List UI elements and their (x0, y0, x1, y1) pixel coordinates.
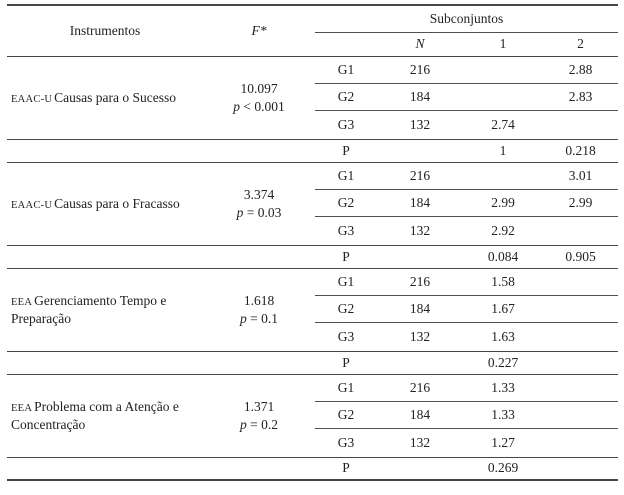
subset2-value: 0.905 (543, 245, 618, 268)
subset2-value: 2.99 (543, 189, 618, 216)
group-label: G1 (315, 56, 377, 83)
empty-cell (7, 457, 203, 480)
subset2-value (543, 428, 618, 457)
group-label: G1 (315, 374, 377, 401)
group-label: G3 (315, 322, 377, 351)
group-label: G2 (315, 401, 377, 428)
subset2-value (543, 110, 618, 139)
instrument-cell (7, 56, 203, 139)
subset1-value (463, 56, 543, 83)
g-row (7, 162, 618, 189)
header-subset-2: 2 (543, 32, 618, 56)
empty-cell (203, 245, 315, 268)
group-label: P (315, 457, 377, 480)
group-label: G3 (315, 216, 377, 245)
group-label: G2 (315, 83, 377, 110)
n-value: 132 (377, 428, 463, 457)
instrument-name: Problema com a Atenção e Concentração (11, 399, 179, 432)
n-value: 216 (377, 268, 463, 295)
subset1-value: 2.74 (463, 110, 543, 139)
f-cell (203, 162, 315, 245)
instrument-cell (7, 268, 203, 351)
empty-cell (7, 245, 203, 268)
n-value: 216 (377, 162, 463, 189)
header-subset-1: 1 (463, 32, 543, 56)
instrument-prefix: EAAC-U (11, 199, 53, 211)
subset1-value: 0.084 (463, 245, 543, 268)
p-row (7, 351, 618, 374)
instrument-block-3 (7, 268, 618, 374)
instrument-block-4 (7, 374, 618, 480)
subset2-value (543, 295, 618, 322)
n-value: 132 (377, 110, 463, 139)
n-value: 132 (377, 216, 463, 245)
empty-cell (203, 139, 315, 162)
subset2-value (543, 268, 618, 295)
p-value: p < 0.001 (233, 98, 285, 114)
p-row (7, 457, 618, 480)
subset2-value (543, 401, 618, 428)
instrument-prefix: EEA (11, 403, 33, 415)
g-row (7, 374, 618, 401)
group-label: G1 (315, 268, 377, 295)
n-value: 184 (377, 401, 463, 428)
f-cell (203, 374, 315, 457)
p-value: p = 0.03 (236, 204, 282, 220)
subset1-value: 1.67 (463, 295, 543, 322)
n-value: 184 (377, 295, 463, 322)
n-value: 184 (377, 83, 463, 110)
f-value: 1.618 (243, 292, 275, 308)
group-label: G3 (315, 428, 377, 457)
subset2-value (543, 351, 618, 374)
subset2-value (543, 374, 618, 401)
subset1-value: 1 (463, 139, 543, 162)
instrument-prefix: EAAC-U (11, 93, 53, 105)
empty-cell (203, 351, 315, 374)
n-value (377, 457, 463, 480)
header-f-statistic: F* (203, 5, 315, 56)
group-label: G2 (315, 295, 377, 322)
empty-cell (7, 351, 203, 374)
header-n: N (377, 32, 463, 56)
n-value (377, 245, 463, 268)
instrument-block-1 (7, 56, 618, 162)
instrument-name: Gerenciamento Tempo e Preparação (11, 293, 167, 326)
empty-cell (7, 139, 203, 162)
instrument-block-2 (7, 162, 618, 268)
f-value: 3.374 (243, 186, 275, 202)
subset2-value: 3.01 (543, 162, 618, 189)
group-label: P (315, 139, 377, 162)
n-value: 216 (377, 56, 463, 83)
instrument-cell (7, 162, 203, 245)
f-cell (203, 56, 315, 139)
subset1-value: 1.63 (463, 322, 543, 351)
n-value: 216 (377, 374, 463, 401)
header-group-spacer (315, 32, 377, 56)
instrument-prefix: EEA (11, 297, 33, 309)
subset2-value: 0.218 (543, 139, 618, 162)
n-value: 132 (377, 322, 463, 351)
header-instrumentos: Instrumentos (7, 5, 203, 56)
group-label: P (315, 351, 377, 374)
subset1-value: 1.58 (463, 268, 543, 295)
subset1-value: 1.33 (463, 374, 543, 401)
group-label: G1 (315, 162, 377, 189)
p-value: p = 0.1 (240, 310, 278, 326)
group-label: P (315, 245, 377, 268)
subset1-value: 0.269 (463, 457, 543, 480)
header-subconjuntos: Subconjuntos (315, 5, 618, 32)
subset1-value: 1.33 (463, 401, 543, 428)
p-row (7, 139, 618, 162)
instrument-name: Causas para o Sucesso (54, 89, 177, 105)
g-row (7, 268, 618, 295)
f-cell (203, 268, 315, 351)
subset2-value: 2.83 (543, 83, 618, 110)
p-value: p = 0.2 (240, 416, 278, 432)
n-value (377, 351, 463, 374)
subset1-value: 2.99 (463, 189, 543, 216)
f-value: 10.097 (240, 80, 278, 96)
subset1-value: 2.92 (463, 216, 543, 245)
g-row (7, 56, 618, 83)
subset1-value (463, 83, 543, 110)
subset1-value: 0.227 (463, 351, 543, 374)
subset2-value: 2.88 (543, 56, 618, 83)
n-value: 184 (377, 189, 463, 216)
group-label: G3 (315, 110, 377, 139)
subset2-value (543, 457, 618, 480)
group-label: G2 (315, 189, 377, 216)
instrument-cell (7, 374, 203, 457)
empty-cell (203, 457, 315, 480)
subset1-value: 1.27 (463, 428, 543, 457)
n-value (377, 139, 463, 162)
p-row (7, 245, 618, 268)
subset2-value (543, 322, 618, 351)
instrument-name: Causas para o Fracasso (54, 195, 180, 211)
subsets-table (7, 4, 618, 481)
f-value: 1.371 (243, 398, 275, 414)
subset2-value (543, 216, 618, 245)
table-header (7, 5, 618, 56)
subset1-value (463, 162, 543, 189)
